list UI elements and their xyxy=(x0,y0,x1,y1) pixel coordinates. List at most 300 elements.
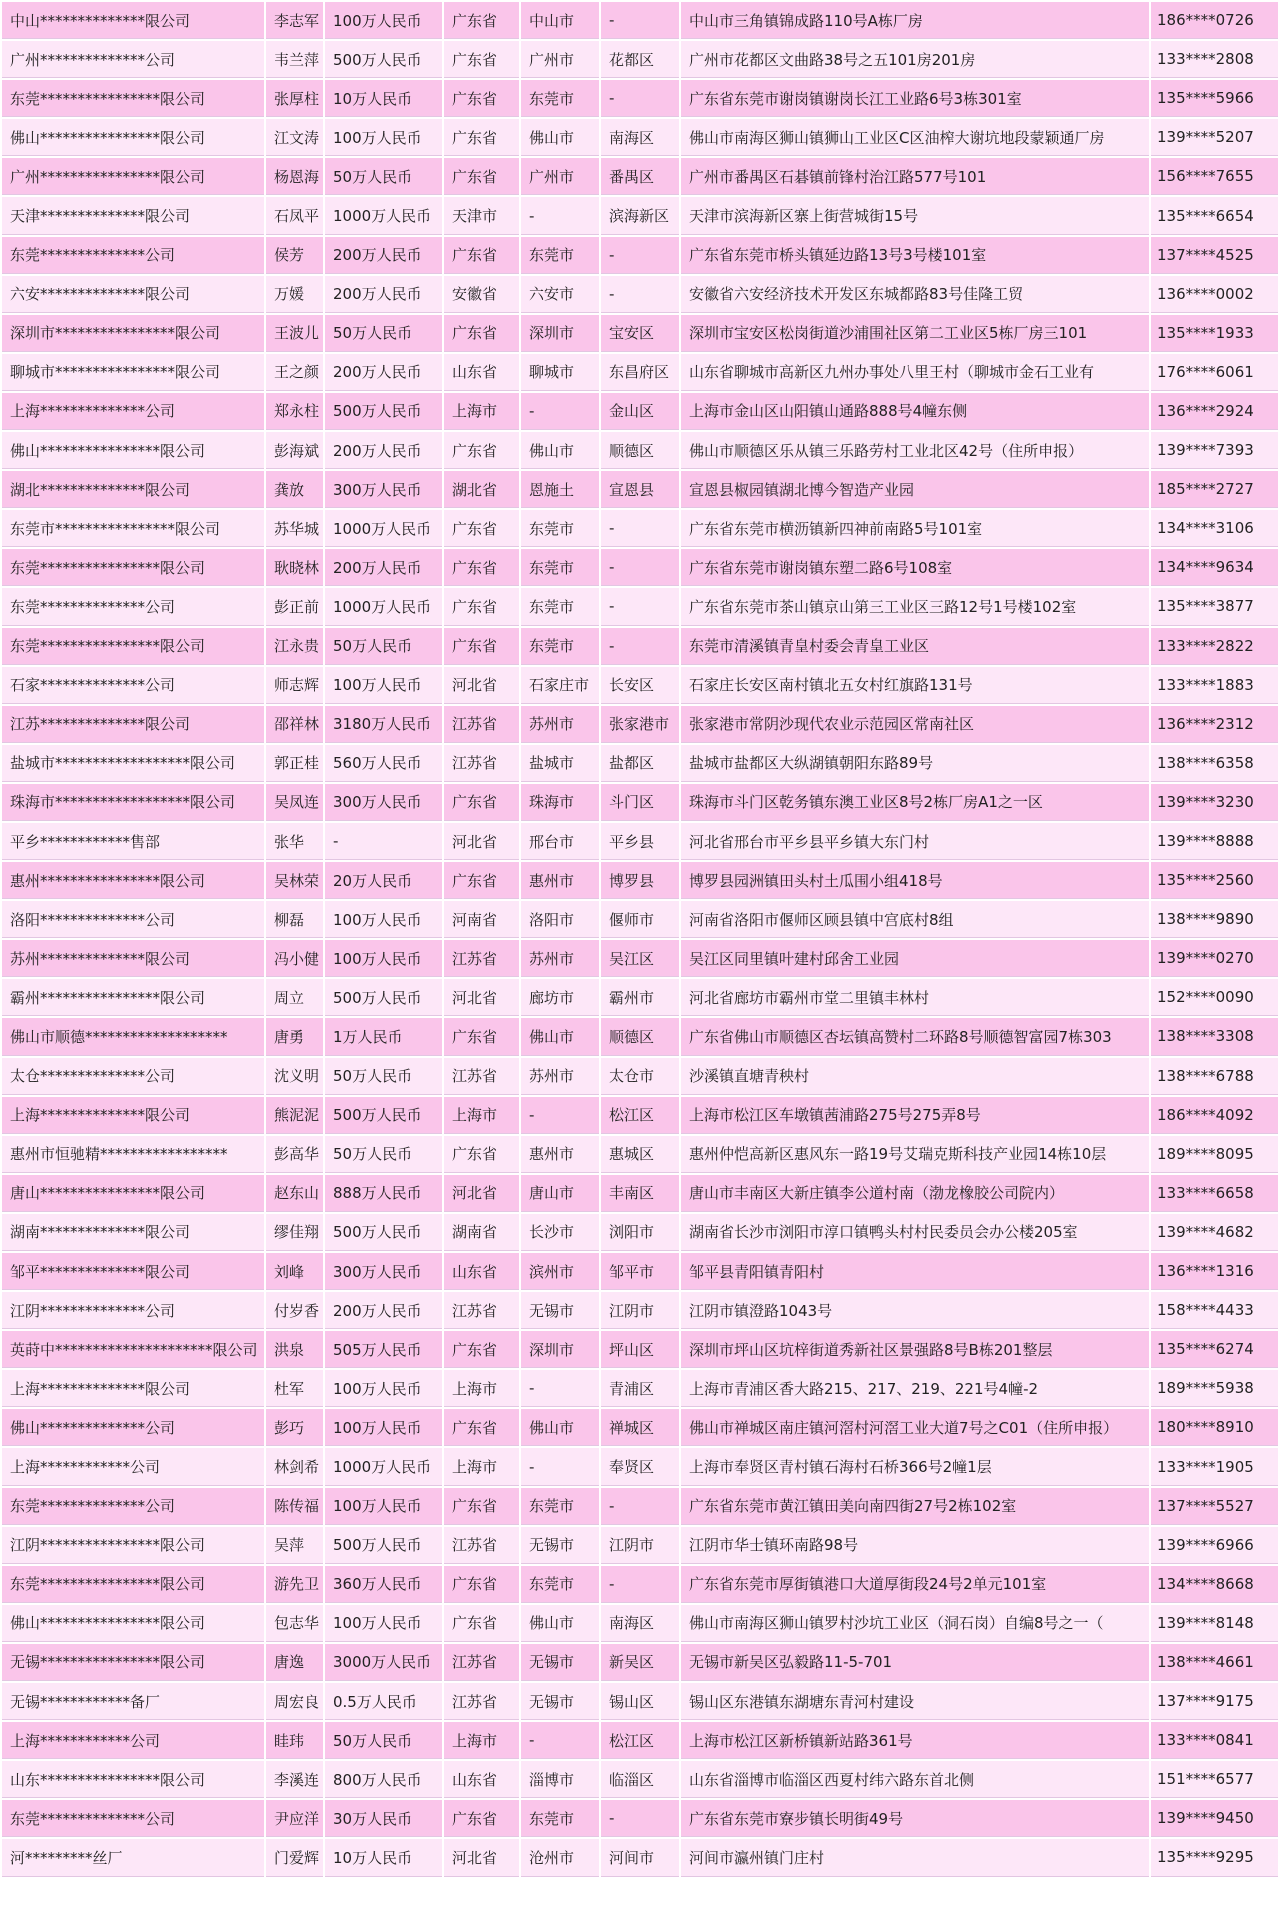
phone-cell: 139****3230 xyxy=(1151,784,1278,821)
contact-person-cell: 龚放 xyxy=(266,471,323,508)
contact-person-cell: 刘峰 xyxy=(266,1253,323,1290)
table-row xyxy=(2,1448,1278,1485)
district-cell: - xyxy=(601,80,679,117)
company-name-cell: 佛山****************限公司 xyxy=(2,432,264,469)
city-cell: 六安市 xyxy=(521,276,599,313)
table-row xyxy=(2,1527,1278,1564)
contact-person-cell: 彭高华 xyxy=(266,1136,323,1173)
address-cell: 广东省佛山市顺德区杏坛镇高赞村二环路8号顺德智富园7栋303 xyxy=(681,1018,1149,1055)
phone-cell: 135****1933 xyxy=(1151,315,1278,352)
province-cell: 河北省 xyxy=(444,979,519,1016)
city-cell: 中山市 xyxy=(521,2,599,39)
registered-capital-cell: 100万人民币 xyxy=(325,2,442,39)
company-name-cell: 东莞**************公司 xyxy=(2,588,264,625)
table-row xyxy=(2,2,1278,39)
company-name-cell: 东莞**************公司 xyxy=(2,237,264,274)
company-name-cell: 江阴****************限公司 xyxy=(2,1527,264,1564)
company-name-cell: 六安**************限公司 xyxy=(2,276,264,313)
table-row xyxy=(2,197,1278,234)
address-cell: 湖南省长沙市浏阳市淳口镇鸭头村村民委员会办公楼205室 xyxy=(681,1214,1149,1251)
city-cell: - xyxy=(521,393,599,430)
registered-capital-cell: 100万人民币 xyxy=(325,1370,442,1407)
contact-person-cell: 沈义明 xyxy=(266,1058,323,1095)
registered-capital-cell: 200万人民币 xyxy=(325,1292,442,1329)
address-cell: 锡山区东港镇东湖塘东青河村建设 xyxy=(681,1683,1149,1720)
registered-capital-cell: 300万人民币 xyxy=(325,1253,442,1290)
city-cell: 苏州市 xyxy=(521,1058,599,1095)
district-cell: 花都区 xyxy=(601,41,679,78)
province-cell: 江苏省 xyxy=(444,745,519,782)
province-cell: 广东省 xyxy=(444,41,519,78)
district-cell: 坪山区 xyxy=(601,1331,679,1368)
registered-capital-cell: 1000万人民币 xyxy=(325,510,442,547)
company-name-cell: 聊城市****************限公司 xyxy=(2,354,264,391)
registered-capital-cell: 500万人民币 xyxy=(325,1097,442,1134)
district-cell: 博罗县 xyxy=(601,862,679,899)
address-cell: 广东省东莞市黄江镇田美向南四街27号2栋102室 xyxy=(681,1488,1149,1525)
contact-person-cell: 眭玮 xyxy=(266,1722,323,1759)
company-name-cell: 唐山****************限公司 xyxy=(2,1175,264,1212)
table-row xyxy=(2,237,1278,274)
province-cell: 广东省 xyxy=(444,1409,519,1446)
address-cell: 安徽省六安经济技术开发区东城都路83号佳隆工贸 xyxy=(681,276,1149,313)
province-cell: 广东省 xyxy=(444,315,519,352)
city-cell: 佛山市 xyxy=(521,432,599,469)
registered-capital-cell: 1000万人民币 xyxy=(325,1448,442,1485)
company-name-cell: 东莞****************限公司 xyxy=(2,80,264,117)
province-cell: 山东省 xyxy=(444,1761,519,1798)
address-cell: 佛山市南海区狮山镇罗村沙坑工业区（洞石岗）自编8号之一（ xyxy=(681,1605,1149,1642)
company-name-cell: 山东****************限公司 xyxy=(2,1761,264,1798)
city-cell: 东莞市 xyxy=(521,628,599,665)
province-cell: 广东省 xyxy=(444,119,519,156)
city-cell: 盐城市 xyxy=(521,745,599,782)
company-name-cell: 江苏**************限公司 xyxy=(2,706,264,743)
phone-cell: 180****8910 xyxy=(1151,1409,1278,1446)
province-cell: 山东省 xyxy=(444,354,519,391)
phone-cell: 133****2808 xyxy=(1151,41,1278,78)
company-name-cell: 佛山****************限公司 xyxy=(2,119,264,156)
contact-person-cell: 李志军 xyxy=(266,2,323,39)
district-cell: 邹平市 xyxy=(601,1253,679,1290)
province-cell: 江苏省 xyxy=(444,940,519,977)
address-cell: 深圳市坪山区坑梓街道秀新社区景强路8号B栋201整层 xyxy=(681,1331,1149,1368)
phone-cell: 136****1316 xyxy=(1151,1253,1278,1290)
address-cell: 广东省东莞市桥头镇延边路13号3号楼101室 xyxy=(681,237,1149,274)
contact-person-cell: 彭正前 xyxy=(266,588,323,625)
company-name-cell: 邹平**************限公司 xyxy=(2,1253,264,1290)
phone-cell: 189****8095 xyxy=(1151,1136,1278,1173)
city-cell: 苏州市 xyxy=(521,706,599,743)
city-cell: 佛山市 xyxy=(521,1605,599,1642)
city-cell: 东莞市 xyxy=(521,588,599,625)
company-name-cell: 惠州****************限公司 xyxy=(2,862,264,899)
province-cell: 广东省 xyxy=(444,1800,519,1837)
phone-cell: 135****5966 xyxy=(1151,80,1278,117)
district-cell: 吴江区 xyxy=(601,940,679,977)
address-cell: 张家港市常阴沙现代农业示范园区常南社区 xyxy=(681,706,1149,743)
district-cell: - xyxy=(601,510,679,547)
city-cell: 惠州市 xyxy=(521,1136,599,1173)
city-cell: 广州市 xyxy=(521,158,599,195)
contact-person-cell: 唐勇 xyxy=(266,1018,323,1055)
address-cell: 江阴市镇澄路1043号 xyxy=(681,1292,1149,1329)
district-cell: 南海区 xyxy=(601,1605,679,1642)
district-cell: 平乡县 xyxy=(601,823,679,860)
table-row xyxy=(2,354,1278,391)
address-cell: 河北省廊坊市霸州市堂二里镇丰林村 xyxy=(681,979,1149,1016)
district-cell: 松江区 xyxy=(601,1722,679,1759)
address-cell: 东莞市清溪镇青皇村委会青皇工业区 xyxy=(681,628,1149,665)
address-cell: 盐城市盐都区大纵湖镇朝阳东路89号 xyxy=(681,745,1149,782)
city-cell: 东莞市 xyxy=(521,510,599,547)
province-cell: 江苏省 xyxy=(444,706,519,743)
phone-cell: 135****3877 xyxy=(1151,588,1278,625)
registered-capital-cell: - xyxy=(325,823,442,860)
city-cell: - xyxy=(521,197,599,234)
province-cell: 湖南省 xyxy=(444,1214,519,1251)
phone-cell: 135****6654 xyxy=(1151,197,1278,234)
company-name-cell: 无锡************备厂 xyxy=(2,1683,264,1720)
phone-cell: 139****7393 xyxy=(1151,432,1278,469)
contact-person-cell: 李溪连 xyxy=(266,1761,323,1798)
registered-capital-cell: 100万人民币 xyxy=(325,901,442,938)
address-cell: 河北省邢台市平乡县平乡镇大东门村 xyxy=(681,823,1149,860)
city-cell: 佛山市 xyxy=(521,1409,599,1446)
district-cell: - xyxy=(601,628,679,665)
province-cell: 广东省 xyxy=(444,1018,519,1055)
table-row xyxy=(2,1409,1278,1446)
phone-cell: 152****0090 xyxy=(1151,979,1278,1016)
phone-cell: 151****6577 xyxy=(1151,1761,1278,1798)
address-cell: 佛山市南海区狮山镇狮山工业区C区油榨大谢坑地段蒙颖通厂房 xyxy=(681,119,1149,156)
table-row xyxy=(2,1722,1278,1759)
phone-cell: 139****9450 xyxy=(1151,1800,1278,1837)
district-cell: - xyxy=(601,237,679,274)
province-cell: 安徽省 xyxy=(444,276,519,313)
province-cell: 广东省 xyxy=(444,628,519,665)
contact-person-cell: 石凤平 xyxy=(266,197,323,234)
phone-cell: 186****4092 xyxy=(1151,1097,1278,1134)
district-cell: 河间市 xyxy=(601,1839,679,1876)
province-cell: 江苏省 xyxy=(444,1683,519,1720)
address-cell: 博罗县园洲镇田头村土瓜围小组418号 xyxy=(681,862,1149,899)
province-cell: 广东省 xyxy=(444,510,519,547)
contact-person-cell: 韦兰萍 xyxy=(266,41,323,78)
registered-capital-cell: 50万人民币 xyxy=(325,158,442,195)
registered-capital-cell: 200万人民币 xyxy=(325,432,442,469)
city-cell: 无锡市 xyxy=(521,1527,599,1564)
company-name-cell: 天津**************限公司 xyxy=(2,197,264,234)
phone-cell: 139****8888 xyxy=(1151,823,1278,860)
district-cell: 禅城区 xyxy=(601,1409,679,1446)
company-name-cell: 东莞****************限公司 xyxy=(2,1566,264,1603)
address-cell: 惠州仲恺高新区惠风东一路19号艾瑞克斯科技产业园14栋10层 xyxy=(681,1136,1149,1173)
registered-capital-cell: 200万人民币 xyxy=(325,276,442,313)
table-row xyxy=(2,315,1278,352)
district-cell: 金山区 xyxy=(601,393,679,430)
table-row xyxy=(2,901,1278,938)
table-row xyxy=(2,1058,1278,1095)
city-cell: 东莞市 xyxy=(521,237,599,274)
address-cell: 佛山市禅城区南庄镇河滘村河滘工业大道7号之C01（住所申报） xyxy=(681,1409,1149,1446)
registered-capital-cell: 50万人民币 xyxy=(325,315,442,352)
address-cell: 珠海市斗门区乾务镇东澳工业区8号2栋厂房A1之一区 xyxy=(681,784,1149,821)
address-cell: 邹平县青阳镇青阳村 xyxy=(681,1253,1149,1290)
address-cell: 广州市番禺区石碁镇前锋村治江路577号101 xyxy=(681,158,1149,195)
contact-person-cell: 张厚柱 xyxy=(266,80,323,117)
contact-person-cell: 张华 xyxy=(266,823,323,860)
phone-cell: 139****6966 xyxy=(1151,1527,1278,1564)
table-row xyxy=(2,80,1278,117)
table-row xyxy=(2,1800,1278,1837)
address-cell: 广东省东莞市横沥镇新四神前南路5号101室 xyxy=(681,510,1149,547)
table-row xyxy=(2,823,1278,860)
phone-cell: 138****4661 xyxy=(1151,1644,1278,1681)
phone-cell: 134****3106 xyxy=(1151,510,1278,547)
registered-capital-cell: 3180万人民币 xyxy=(325,706,442,743)
registered-capital-cell: 500万人民币 xyxy=(325,41,442,78)
registered-capital-cell: 100万人民币 xyxy=(325,1605,442,1642)
company-name-cell: 广州****************限公司 xyxy=(2,158,264,195)
province-cell: 江苏省 xyxy=(444,1644,519,1681)
city-cell: 珠海市 xyxy=(521,784,599,821)
phone-cell: 137****5527 xyxy=(1151,1488,1278,1525)
contact-person-cell: 冯小健 xyxy=(266,940,323,977)
contact-person-cell: 游先卫 xyxy=(266,1566,323,1603)
table-row xyxy=(2,1683,1278,1720)
address-cell: 山东省聊城市高新区九州办事处八里王村（聊城市金石工业有 xyxy=(681,354,1149,391)
district-cell: 南海区 xyxy=(601,119,679,156)
company-name-cell: 东莞****************限公司 xyxy=(2,628,264,665)
company-name-cell: 上海**************限公司 xyxy=(2,1097,264,1134)
phone-cell: 133****6658 xyxy=(1151,1175,1278,1212)
contact-person-cell: 杜军 xyxy=(266,1370,323,1407)
company-name-cell: 盐城市******************限公司 xyxy=(2,745,264,782)
registered-capital-cell: 10万人民币 xyxy=(325,1839,442,1876)
city-cell: 苏州市 xyxy=(521,940,599,977)
contact-person-cell: 王波儿 xyxy=(266,315,323,352)
company-name-cell: 中山**************限公司 xyxy=(2,2,264,39)
registered-capital-cell: 500万人民币 xyxy=(325,979,442,1016)
district-cell: 顺德区 xyxy=(601,432,679,469)
table-row xyxy=(2,1097,1278,1134)
contact-person-cell: 付岁香 xyxy=(266,1292,323,1329)
table-row xyxy=(2,1018,1278,1055)
company-name-cell: 上海************公司 xyxy=(2,1722,264,1759)
province-cell: 广东省 xyxy=(444,1136,519,1173)
company-name-cell: 江阴**************公司 xyxy=(2,1292,264,1329)
registered-capital-cell: 200万人民币 xyxy=(325,237,442,274)
city-cell: 东莞市 xyxy=(521,80,599,117)
phone-cell: 134****8668 xyxy=(1151,1566,1278,1603)
company-name-cell: 湖北**************限公司 xyxy=(2,471,264,508)
city-cell: 洛阳市 xyxy=(521,901,599,938)
province-cell: 广东省 xyxy=(444,1488,519,1525)
city-cell: - xyxy=(521,1097,599,1134)
province-cell: 山东省 xyxy=(444,1253,519,1290)
table-row xyxy=(2,706,1278,743)
contact-person-cell: 林剑希 xyxy=(266,1448,323,1485)
phone-cell: 133****0841 xyxy=(1151,1722,1278,1759)
contact-person-cell: 郑永柱 xyxy=(266,393,323,430)
registered-capital-cell: 50万人民币 xyxy=(325,1136,442,1173)
company-name-cell: 太仓**************公司 xyxy=(2,1058,264,1095)
contact-person-cell: 熊泥泥 xyxy=(266,1097,323,1134)
phone-cell: 138****6788 xyxy=(1151,1058,1278,1095)
phone-cell: 136****0002 xyxy=(1151,276,1278,313)
registered-capital-cell: 10万人民币 xyxy=(325,80,442,117)
registered-capital-cell: 1万人民币 xyxy=(325,1018,442,1055)
registered-capital-cell: 500万人民币 xyxy=(325,1527,442,1564)
district-cell: 江阴市 xyxy=(601,1527,679,1564)
district-cell: - xyxy=(601,276,679,313)
company-name-cell: 上海**************公司 xyxy=(2,393,264,430)
address-cell: 中山市三角镇锦成路110号A栋厂房 xyxy=(681,2,1149,39)
city-cell: 深圳市 xyxy=(521,315,599,352)
province-cell: 广东省 xyxy=(444,1566,519,1603)
registered-capital-cell: 505万人民币 xyxy=(325,1331,442,1368)
company-name-cell: 无锡****************限公司 xyxy=(2,1644,264,1681)
district-cell: 临淄区 xyxy=(601,1761,679,1798)
district-cell: 锡山区 xyxy=(601,1683,679,1720)
province-cell: 广东省 xyxy=(444,158,519,195)
district-cell: - xyxy=(601,1800,679,1837)
city-cell: 佛山市 xyxy=(521,1018,599,1055)
table-row xyxy=(2,432,1278,469)
province-cell: 上海市 xyxy=(444,1722,519,1759)
contact-person-cell: 侯芳 xyxy=(266,237,323,274)
province-cell: 河北省 xyxy=(444,667,519,704)
table-row xyxy=(2,784,1278,821)
city-cell: 长沙市 xyxy=(521,1214,599,1251)
registered-capital-cell: 200万人民币 xyxy=(325,354,442,391)
city-cell: 深圳市 xyxy=(521,1331,599,1368)
address-cell: 上海市松江区车墩镇茜浦路275号275弄8号 xyxy=(681,1097,1149,1134)
table-row xyxy=(2,1214,1278,1251)
district-cell: 青浦区 xyxy=(601,1370,679,1407)
city-cell: 东莞市 xyxy=(521,1488,599,1525)
province-cell: 广东省 xyxy=(444,588,519,625)
table-row xyxy=(2,41,1278,78)
contact-person-cell: 彭海斌 xyxy=(266,432,323,469)
province-cell: 广东省 xyxy=(444,862,519,899)
company-name-cell: 英莳中*********************限公司 xyxy=(2,1331,264,1368)
contact-person-cell: 吴林荣 xyxy=(266,862,323,899)
city-cell: 聊城市 xyxy=(521,354,599,391)
phone-cell: 138****9890 xyxy=(1151,901,1278,938)
contact-person-cell: 邵祥林 xyxy=(266,706,323,743)
phone-cell: 185****2727 xyxy=(1151,471,1278,508)
city-cell: 淄博市 xyxy=(521,1761,599,1798)
company-name-cell: 东莞**************公司 xyxy=(2,1800,264,1837)
contact-person-cell: 江文涛 xyxy=(266,119,323,156)
table-row xyxy=(2,628,1278,665)
company-name-cell: 东莞市****************限公司 xyxy=(2,510,264,547)
contact-person-cell: 万媛 xyxy=(266,276,323,313)
table-body xyxy=(2,2,1278,1877)
contact-person-cell: 师志辉 xyxy=(266,667,323,704)
phone-cell: 137****9175 xyxy=(1151,1683,1278,1720)
city-cell: 滨州市 xyxy=(521,1253,599,1290)
phone-cell: 133****1905 xyxy=(1151,1448,1278,1485)
contact-person-cell: 耿晓林 xyxy=(266,549,323,586)
address-cell: 唐山市丰南区大新庄镇李公道村南（渤龙橡胶公司院内） xyxy=(681,1175,1149,1212)
province-cell: 上海市 xyxy=(444,1370,519,1407)
phone-cell: 135****6274 xyxy=(1151,1331,1278,1368)
phone-cell: 139****4682 xyxy=(1151,1214,1278,1251)
phone-cell: 138****6358 xyxy=(1151,745,1278,782)
province-cell: 广东省 xyxy=(444,432,519,469)
table-row xyxy=(2,1253,1278,1290)
contact-person-cell: 包志华 xyxy=(266,1605,323,1642)
company-name-cell: 苏州**************限公司 xyxy=(2,940,264,977)
company-name-cell: 平乡************售部 xyxy=(2,823,264,860)
address-cell: 吴江区同里镇叶建村邱舍工业园 xyxy=(681,940,1149,977)
company-name-cell: 深圳市****************限公司 xyxy=(2,315,264,352)
registered-capital-cell: 200万人民币 xyxy=(325,549,442,586)
province-cell: 上海市 xyxy=(444,1097,519,1134)
province-cell: 广东省 xyxy=(444,2,519,39)
company-name-cell: 珠海市******************限公司 xyxy=(2,784,264,821)
registered-capital-cell: 100万人民币 xyxy=(325,667,442,704)
phone-cell: 134****9634 xyxy=(1151,549,1278,586)
district-cell: 惠城区 xyxy=(601,1136,679,1173)
table-row xyxy=(2,667,1278,704)
company-name-cell: 东莞****************限公司 xyxy=(2,549,264,586)
registered-capital-cell: 20万人民币 xyxy=(325,862,442,899)
registered-capital-cell: 500万人民币 xyxy=(325,393,442,430)
company-name-cell: 东莞**************公司 xyxy=(2,1488,264,1525)
province-cell: 河北省 xyxy=(444,823,519,860)
address-cell: 上海市松江区新桥镇新站路361号 xyxy=(681,1722,1149,1759)
district-cell: 浏阳市 xyxy=(601,1214,679,1251)
contact-person-cell: 柳磊 xyxy=(266,901,323,938)
contact-person-cell: 周立 xyxy=(266,979,323,1016)
phone-cell: 133****1883 xyxy=(1151,667,1278,704)
phone-cell: 136****2924 xyxy=(1151,393,1278,430)
address-cell: 上海市奉贤区青村镇石海村石桥366号2幢1层 xyxy=(681,1448,1149,1485)
phone-cell: 176****6061 xyxy=(1151,354,1278,391)
registered-capital-cell: 300万人民币 xyxy=(325,471,442,508)
company-name-cell: 上海**************限公司 xyxy=(2,1370,264,1407)
company-name-cell: 佛山**************公司 xyxy=(2,1409,264,1446)
district-cell: - xyxy=(601,1488,679,1525)
address-cell: 广州市花都区文曲路38号之五101房201房 xyxy=(681,41,1149,78)
registered-capital-cell: 100万人民币 xyxy=(325,119,442,156)
phone-cell: 138****3308 xyxy=(1151,1018,1278,1055)
address-cell: 广东省东莞市厚街镇港口大道厚街段24号2单元101室 xyxy=(681,1566,1149,1603)
registered-capital-cell: 800万人民币 xyxy=(325,1761,442,1798)
phone-cell: 156****7655 xyxy=(1151,158,1278,195)
province-cell: 河北省 xyxy=(444,1839,519,1876)
district-cell: 奉贤区 xyxy=(601,1448,679,1485)
address-cell: 山东省淄博市临淄区西夏村纬六路东首北侧 xyxy=(681,1761,1149,1798)
address-cell: 河间市瀛州镇门庄村 xyxy=(681,1839,1149,1876)
registered-capital-cell: 888万人民币 xyxy=(325,1175,442,1212)
city-cell: 广州市 xyxy=(521,41,599,78)
table-row xyxy=(2,1566,1278,1603)
province-cell: 广东省 xyxy=(444,1605,519,1642)
table-row xyxy=(2,1488,1278,1525)
contact-person-cell: 门爱辉 xyxy=(266,1839,323,1876)
district-cell: 东昌府区 xyxy=(601,354,679,391)
registered-capital-cell: 100万人民币 xyxy=(325,1409,442,1446)
phone-cell: 189****5938 xyxy=(1151,1370,1278,1407)
district-cell: 张家港市 xyxy=(601,706,679,743)
city-cell: 无锡市 xyxy=(521,1292,599,1329)
district-cell: 顺德区 xyxy=(601,1018,679,1055)
